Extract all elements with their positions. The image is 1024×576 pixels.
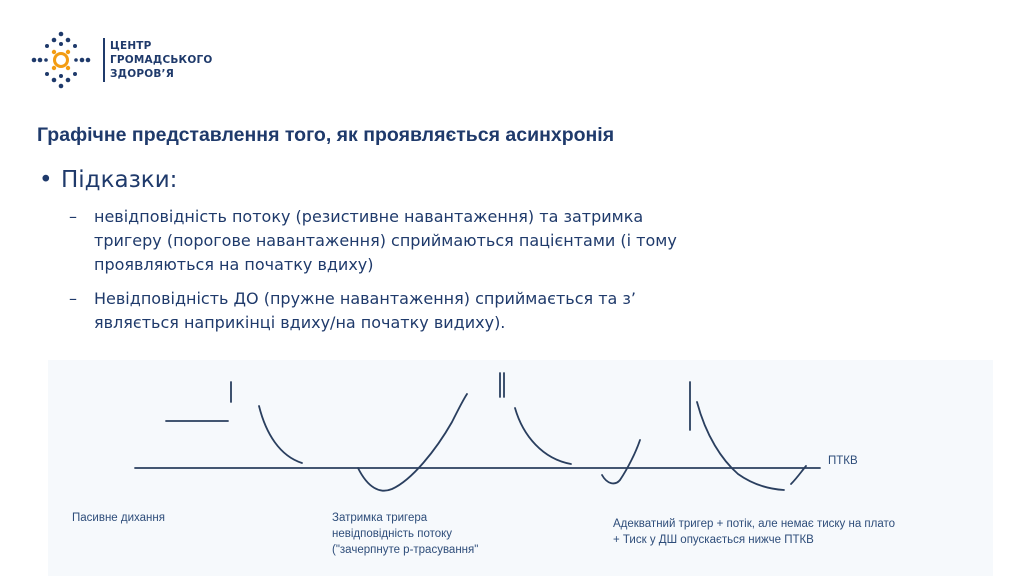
caption-adequate [613, 516, 895, 548]
baseline-label: ПТКВ [828, 455, 858, 467]
caption-trigger-line-3: ("зачерпнуте р-трасування" [332, 544, 479, 556]
caption-trigger [332, 510, 478, 558]
sub-item-2-line-1: Невідповідність ДО (пружне навантаження) сприймається та з’ [94, 289, 636, 308]
sub-item-1-line-3: проявляються на початку вдиху) [94, 255, 374, 274]
caption-passive: Пасивне дихання [72, 512, 165, 524]
caption-trigger-line-2: невідповідність потоку [332, 528, 453, 540]
logo-mark-icon [30, 30, 92, 90]
logo [30, 30, 213, 90]
logo-line-1: ЦЕНТР [110, 40, 152, 52]
caption-trigger-line-1: Затримка тригера [332, 512, 428, 524]
caption-adequate-line-2: + Тиск у ДШ опускається нижче ПТКВ [613, 534, 814, 546]
sub-item-1-line-1: невідповідність потоку (резистивне навантаження) та затримка [94, 207, 644, 226]
sub-item-1-line-2: тригеру (порогове навантаження) сприймаються пацієнтами (і тому [94, 231, 677, 250]
bullet-marker: • [39, 167, 53, 193]
sub-item-2-line-2: являється наприкінці вдиху/на початку видиху). [94, 313, 506, 332]
sub-item-1-marker: – [69, 207, 77, 226]
bullet-text: Підказки: [61, 167, 178, 193]
logo-divider [103, 38, 105, 82]
logo-line-3: ЗДОРОВ’Я [110, 68, 175, 80]
slide-title: Графічне представлення того, як проявляється асинхронія [37, 124, 615, 146]
sub-item-2-marker: – [69, 289, 77, 308]
caption-adequate-line-1: Адекватний тригер + потік, але немає тиску на плато [613, 518, 896, 530]
logo-line-2: ГРОМАДСЬКОГО [110, 54, 213, 66]
logo-text [110, 39, 213, 81]
asynchrony-figure [0, 356, 1024, 576]
